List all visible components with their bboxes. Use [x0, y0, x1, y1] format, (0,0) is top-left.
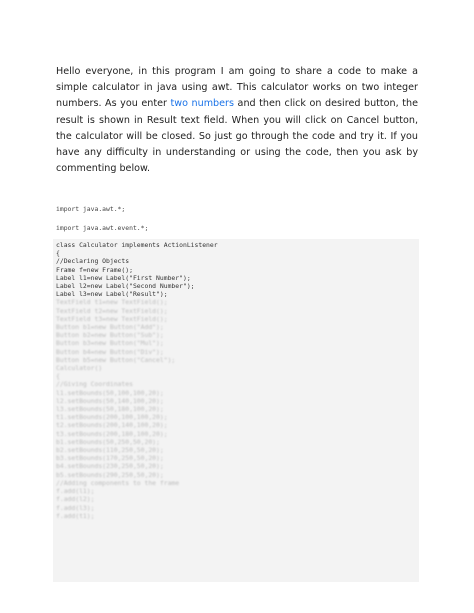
- code-line-faded: Calculator(): [56, 364, 103, 373]
- code-line-faded: Button b5=new Button("Cancel");: [56, 355, 176, 364]
- code-line: Label l3=new Label("Result");: [56, 290, 168, 299]
- code-line-faded: f.add(l3);: [56, 503, 95, 512]
- import-event-line: import java.awt.event.*;: [56, 224, 149, 232]
- code-line-faded: Button b3=new Button("Mul");: [56, 339, 164, 348]
- code-line-faded: l2.setBounds(50,140,100,20);: [56, 396, 164, 405]
- code-line-faded: Button b2=new Button("Sub");: [56, 331, 164, 340]
- intro-text-after-link: and then click on desired button, the result is shown in Result text field. When you will click on Cancel button, the calculator will be closed. So just go through the code and try it. If you have any difficulty in understanding or using the code, then you ask by commenting below.: [56, 98, 418, 175]
- code-line-faded: t3.setBounds(200,180,100,20);: [56, 429, 168, 438]
- code-line-faded: l1.setBounds(50,100,100,20);: [56, 388, 164, 397]
- code-line-faded: TextField t1=new TextField();: [56, 298, 168, 307]
- code-line-faded: b1.setBounds(50,250,50,20);: [56, 437, 160, 446]
- code-lines: [56, 241, 218, 520]
- code-line-faded: Button b1=new Button("Add");: [56, 323, 164, 332]
- code-block: [53, 239, 419, 582]
- code-line: class Calculator implements ActionListener: [56, 241, 218, 249]
- code-line-faded: f.add(l1);: [56, 487, 95, 496]
- two-numbers-link[interactable]: two numbers: [170, 98, 234, 110]
- code-line-faded: b2.setBounds(110,250,50,20);: [56, 446, 164, 455]
- import-awt-line: import java.awt.*;: [56, 205, 126, 213]
- code-line-faded: b5.setBounds(290,250,50,20);: [56, 470, 164, 479]
- code-line: {: [56, 249, 60, 258]
- code-line-faded: TextField t3=new TextField();: [56, 314, 168, 323]
- code-line: Label l1=new Label("First Number");: [56, 273, 191, 282]
- code-line-faded: t1.setBounds(200,100,100,20);: [56, 413, 168, 422]
- code-line: Label l2=new Label("Second Number");: [56, 282, 195, 291]
- code-line-faded: f.add(l2);: [56, 495, 95, 504]
- code-line-faded: Button b4=new Button("Div");: [56, 347, 164, 356]
- code-line-faded: //Adding components to the frame: [56, 478, 180, 487]
- code-line-faded: {: [56, 372, 60, 381]
- code-line-faded: b3.setBounds(170,250,50,20);: [56, 454, 164, 463]
- code-line-faded: l3.setBounds(50,180,100,20);: [56, 405, 164, 414]
- code-line-faded: f.add(t1);: [56, 511, 95, 520]
- code-line-faded: b4.setBounds(230,250,50,20);: [56, 462, 164, 471]
- code-line: //Declaring Objects: [56, 257, 130, 266]
- code-line-faded: t2.setBounds(200,140,100,20);: [56, 421, 168, 430]
- intro-text-before-link: Hello everyone, in this program I am going to share a code to make a simple calculator in java using awt. This calculator works on two integer numbers. As you enter: [56, 66, 418, 110]
- code-line-faded: TextField t2=new TextField();: [56, 306, 168, 315]
- intro-paragraph: [56, 64, 418, 177]
- code-line: Frame f=new Frame();: [56, 265, 133, 274]
- code-line-faded: //Giving Coordinates: [56, 380, 133, 389]
